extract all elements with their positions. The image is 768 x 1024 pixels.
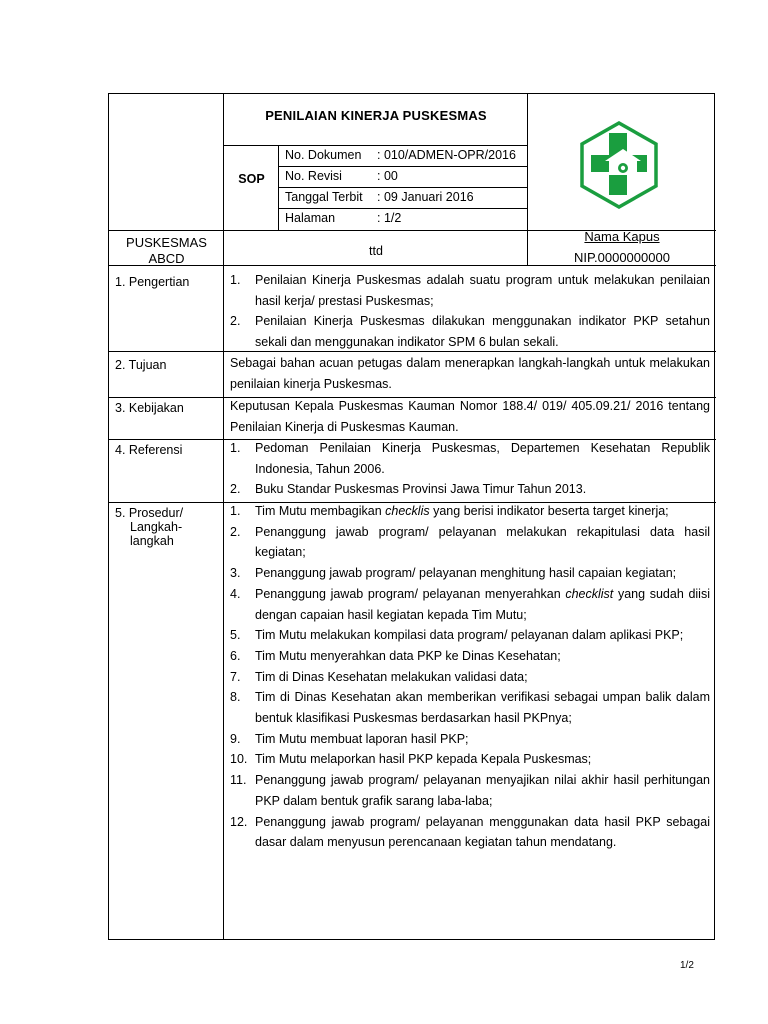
meta-row-date [285, 190, 474, 204]
list-text: Penanggung jawab program/ pelayanan menyerahkan [255, 586, 561, 601]
meta-row-document [285, 148, 516, 162]
list-text: Tim Mutu membuat laporan hasil PKP; [255, 731, 469, 746]
list-number: 1. [230, 441, 241, 455]
list-number: 1. [230, 504, 241, 518]
list-number: 7. [230, 669, 241, 684]
list-item [230, 311, 710, 352]
section-body-kebijakan [230, 396, 710, 437]
list-item [230, 479, 710, 500]
page-number: 1/2 [680, 960, 694, 971]
meta-key: Halaman [285, 211, 336, 225]
list-text: Tim Mutu menyerahkan data PKP ke Dinas Kesehatan; [255, 648, 561, 663]
list-item [230, 646, 710, 667]
list-text-emphasis: checklist [565, 586, 614, 601]
column-divider-left [223, 94, 224, 940]
list-text: Tim di Dinas Kesehatan akan memberikan verifikasi sebagai umpan balik dalam bentuk klasifikasi Puskesmas berdasarkan hasil PKPnya; [255, 690, 710, 726]
list-text: Tim Mutu membagikan [255, 504, 382, 518]
organization-name [109, 235, 224, 267]
sop-label: SOP [238, 172, 265, 186]
section-text: Sebagai bahan acuan petugas dalam menerapkan langkah-langkah untuk melakukan penilaian kinerja Puskesmas. [230, 356, 710, 391]
list-item [230, 522, 710, 563]
list-text: Pedoman Penilaian Kinerja Puskesmas, Departemen Kesehatan Republik Indonesia, Tahun 2006. [255, 441, 710, 476]
list-text-emphasis: checklis [385, 504, 430, 518]
label-line: 5. Prosedur/ [115, 506, 184, 520]
section-label-pengertian: 1. Pengertian [115, 275, 190, 289]
sop-document [108, 93, 715, 940]
meta-value: : 09 Januari 2016 [377, 190, 474, 204]
title-divider [223, 145, 528, 146]
section-label-tujuan: 2. Tujuan [115, 358, 167, 372]
list-number: 9. [230, 731, 241, 746]
head-signature [528, 229, 716, 265]
list-text: Penilaian Kinerja Puskesmas adalah suatu program untuk melakukan penilaian hasil kerja/ prestasi Puskesmas; [255, 273, 710, 308]
list-number: 6. [230, 648, 241, 663]
section-label-prosedur [115, 506, 183, 548]
meta-divider-2 [278, 187, 528, 188]
meta-value: : 00 [377, 169, 398, 183]
list-item [230, 687, 710, 728]
list-number: 2. [230, 524, 241, 539]
list-text: Buku Standar Puskesmas Provinsi Jawa Timur Tahun 2013. [255, 482, 587, 497]
list-number: 3. [230, 566, 241, 581]
section-text: Keputusan Kepala Puskesmas Kauman Nomor 188.4/ 019/ 405.09.21/ 2016 tentang Penilaian Kinerja di Puskesmas Kauman. [230, 399, 710, 434]
list-item [230, 749, 710, 770]
signature-placeholder: ttd [369, 244, 383, 258]
list-item [230, 584, 710, 625]
puskesmas-cross-logo-icon [579, 121, 659, 209]
section-label-kebijakan: 3. Kebijakan [115, 401, 184, 415]
meta-value: : 1/2 [377, 211, 402, 225]
section-body-referensi [230, 438, 710, 500]
list-text: Penanggung jawab program/ pelayanan menyajikan nilai akhir hasil perhitungan PKP dalam bentuk grafik sarang laba-laba; [255, 773, 710, 808]
meta-key: Tanggal Terbit [285, 190, 363, 204]
list-number: 8. [230, 690, 241, 705]
meta-divider-1 [278, 166, 528, 167]
list-number: 4. [230, 586, 241, 601]
head-name: Nama Kapus [584, 229, 660, 244]
list-text: Tim Mutu melaporkan hasil PKP kepada Kepala Puskesmas; [255, 752, 592, 767]
list-text: Tim Mutu melakukan kompilasi data program/ pelayanan dalam aplikasi PKP; [255, 628, 684, 643]
list-item [230, 667, 710, 688]
list-item [230, 438, 710, 479]
label-line: Langkah- [130, 520, 183, 534]
meta-row-revision [285, 169, 398, 183]
list-item [230, 501, 710, 522]
head-nip: NIP.0000000000 [574, 250, 670, 265]
list-item [230, 729, 710, 750]
meta-divider-3 [278, 208, 528, 209]
list-item [230, 270, 710, 311]
list-item [230, 625, 710, 646]
meta-row-page [285, 211, 401, 225]
list-number: 5. [230, 628, 241, 643]
list-number: 12. [230, 814, 248, 829]
meta-key: No. Dokumen [285, 148, 362, 162]
document-title: PENILAIAN KINERJA PUSKESMAS [265, 108, 487, 123]
org-line: PUSKESMAS [126, 235, 207, 250]
list-number: 11. [230, 773, 247, 788]
list-text: Tim di Dinas Kesehatan melakukan validasi data; [255, 669, 528, 684]
section-label-referensi: 4. Referensi [115, 443, 183, 457]
org-line: ABCD [148, 251, 185, 266]
section-body-tujuan [230, 353, 710, 394]
section-body-pengertian [230, 270, 710, 353]
list-text: Penanggung jawab program/ pelayanan menghitung hasil capaian kegiatan; [255, 566, 677, 581]
list-text: Penanggung jawab program/ pelayanan menggunakan data hasil PKP sebagai dasar dalam menyusun perencanaan kegiatan tahun mendatang. [255, 814, 710, 850]
list-number: 2. [230, 314, 241, 329]
section-body-prosedur [230, 501, 710, 853]
list-text: Penanggung jawab program/ pelayanan melakukan rekapitulasi data hasil kegiatan; [255, 524, 710, 560]
list-text: yang berisi indikator beserta target kinerja; [433, 504, 669, 518]
list-number: 2. [230, 482, 241, 497]
list-item [230, 770, 710, 811]
list-number: 1. [230, 273, 241, 287]
label-line: langkah [130, 534, 174, 548]
meta-value: : 010/ADMEN-OPR/2016 [377, 148, 516, 162]
meta-key: No. Revisi [285, 169, 342, 183]
list-item [230, 563, 710, 584]
list-text: Penilaian Kinerja Puskesmas dilakukan menggunakan indikator PKP setahun sekali dan menggunakan indikator SPM 6 bulan sekali. [255, 314, 710, 350]
list-number: 10. [230, 752, 248, 767]
list-text: yang sudah diisi dengan capaian hasil kegiatan kepada Tim Mutu; [255, 586, 710, 622]
list-item [230, 812, 710, 853]
